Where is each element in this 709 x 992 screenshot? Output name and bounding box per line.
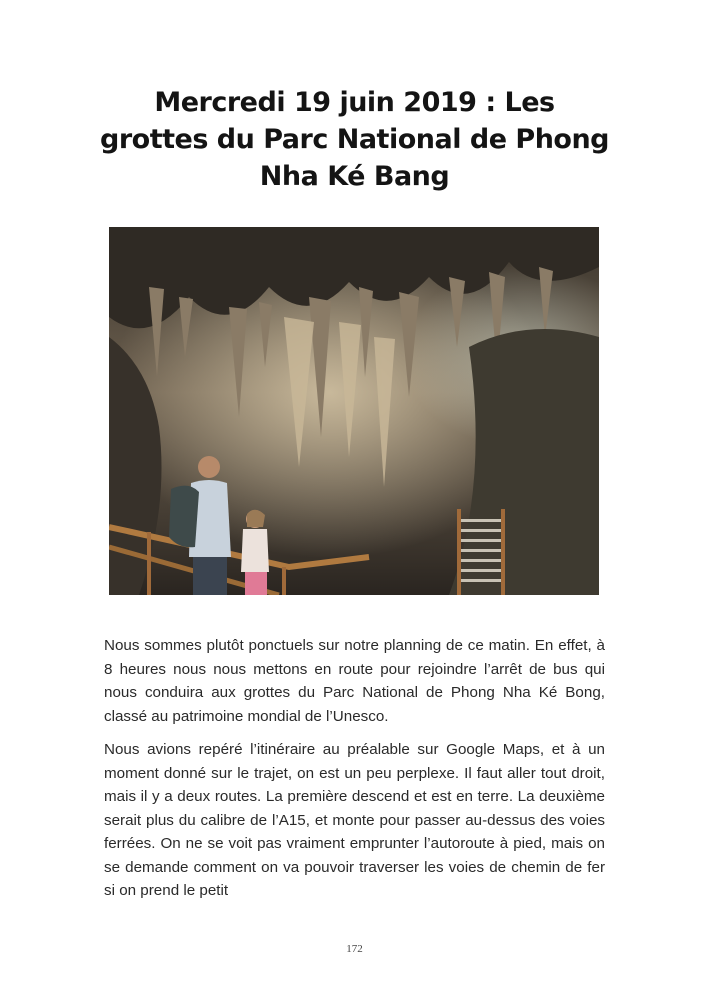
page-number: 172 bbox=[346, 943, 363, 955]
page-title: Mercredi 19 juin 2019 : Les grottes du Parc National de Phong Nha Ké Bang bbox=[100, 87, 610, 192]
paragraph: Nous sommes plutôt ponctuels sur notre planning de ce matin. En effet, à 8 heures nous nous mettons en route pour rejoindre l’arrêt de bus qui nous conduira aux grottes du Parc National de Phong Nha Ké Bong, classé au patrimoine mondial de l’Unesco. bbox=[104, 637, 605, 725]
paragraph: Nous avions repéré l’itinéraire au préalable sur Google Maps, et à un moment donné sur le trajet, on est un peu perplexe. Il faut aller tout droit, mais il y a deux routes. La première descend et est en terre. La deuxième serait plus du calibre de l’A15, et monte pour passer au-dessus des voies ferrées. On ne se voit pas vraiment emprunter l’autoroute à pied, mais on se demande comment on va pouvoir traverser les voies de chemin de fer si on prend le petit bbox=[104, 741, 605, 899]
cave-photo bbox=[109, 227, 599, 595]
body-text bbox=[104, 634, 605, 913]
